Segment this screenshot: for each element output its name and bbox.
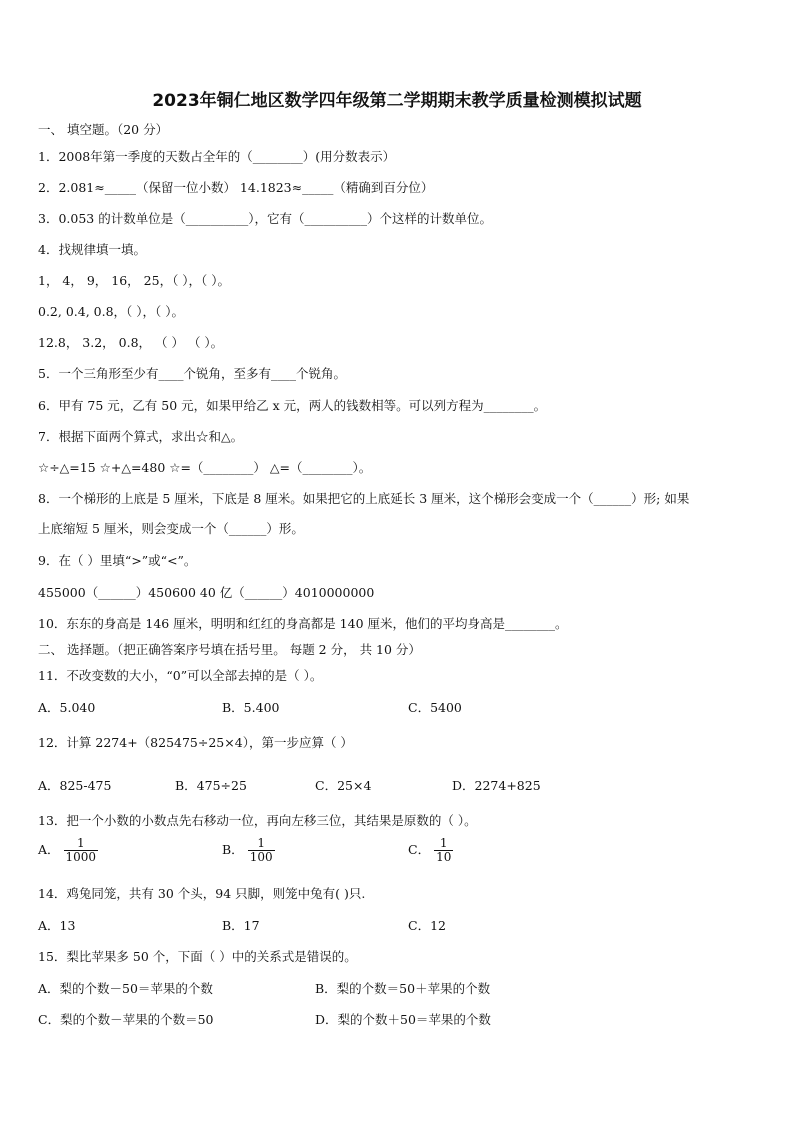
section-heading-fill-blank: 一、 填空题。（20 分）: [38, 122, 169, 137]
q15-option-a: A．梨的个数－50＝苹果的个数: [38, 981, 213, 996]
q13-option-a-label: A．: [38, 842, 60, 858]
q11-option-c: C．5400: [408, 700, 462, 715]
question-2: 2．2.081≈_____（保留一位小数） 14.1823≈_____（精确到百分位）: [38, 180, 434, 195]
q14-option-b: B．17: [222, 918, 260, 933]
q13-option-a-fraction: [64, 837, 99, 864]
question-4: 4．找规律填一填。: [38, 242, 146, 257]
q11-option-b: B．5.400: [222, 700, 280, 715]
q13-option-a: [38, 837, 98, 864]
q15-option-c: C．梨的个数－苹果的个数＝50: [38, 1012, 214, 1027]
question-9-compare: 455000（______）450600 40 亿（______）4010000000: [38, 585, 375, 600]
q13-option-b-fraction: [248, 837, 275, 864]
question-14: 14．鸡兔同笼，共有 30 个头，94 只脚，则笼中兔有( )只.: [38, 886, 366, 901]
fraction-denominator: 10: [436, 850, 452, 865]
page-title: 2023年铜仁地区数学四年级第二学期期末教学质量检测模拟试题: [152, 91, 642, 111]
question-4-sequence-b: 0.2, 0.4, 0.8，（ ），（ ）。: [38, 304, 184, 319]
fraction-denominator: 100: [249, 850, 273, 865]
question-15: 15．梨比苹果多 50 个，下面（ ）中的关系式是错误的。: [38, 949, 357, 964]
fraction-numerator: 1: [76, 836, 85, 850]
q13-option-c-label: C．: [408, 842, 431, 858]
question-6: 6．甲有 75 元，乙有 50 元，如果甲给乙 x 元，两人的钱数相等。可以列方程为________。: [38, 398, 547, 413]
q13-option-b-label: B．: [222, 842, 244, 858]
q12-option-c: C．25×4: [315, 778, 372, 793]
q11-option-a: A．5.040: [38, 700, 96, 715]
question-8-line-1: 8．一个梯形的上底是 5 厘米，下底是 8 厘米。如果把它的上底延长 3 厘米，这个梯形会变成一个（______）形; 如果: [38, 491, 690, 506]
question-1: 1．2008年第一季度的天数占全年的（________）(用分数表示）: [38, 149, 396, 164]
q15-option-b: B．梨的个数＝50＋苹果的个数: [315, 981, 491, 996]
q15-option-d: D．梨的个数＋50＝苹果的个数: [315, 1012, 491, 1027]
q14-option-a: A．13: [38, 918, 76, 933]
q12-option-a: A．825-475: [38, 778, 112, 793]
question-13: 13．把一个小数的小数点先右移动一位，再向左移三位，其结果是原数的（ ）。: [38, 813, 477, 828]
section-heading-multiple-choice: 二、 选择题。（把正确答案序号填在括号里。 每题 2 分， 共 10 分）: [38, 642, 421, 657]
q13-option-b: [222, 837, 275, 864]
q12-option-b: B．475÷25: [175, 778, 247, 793]
question-9: 9．在（ ）里填“>”或“<”。: [38, 553, 197, 568]
fraction-numerator: 1: [439, 836, 448, 850]
question-7: 7．根据下面两个算式，求出☆和△。: [38, 429, 244, 444]
question-10: 10．东东的身高是 146 厘米，明明和红红的身高都是 140 厘米，他们的平均身高是________。: [38, 616, 568, 631]
question-7-equations: ☆÷△=15 ☆+△=480 ☆=（________） △=（________）。: [38, 460, 372, 475]
question-8-line-2: 上底缩短 5 厘米，则会变成一个（______）形。: [38, 521, 304, 536]
q13-option-c-fraction: [434, 837, 453, 864]
q14-option-c: C．12: [408, 918, 446, 933]
question-4-sequence-c: 12.8， 3.2， 0.8， （ ） （ ）。: [38, 335, 224, 350]
question-5: 5．一个三角形至少有____个锐角，至多有____个锐角。: [38, 366, 346, 381]
question-3: 3．0.053 的计数单位是（__________），它有（__________）个这样的计数单位。: [38, 211, 492, 226]
q12-option-d: D．2274+825: [452, 778, 541, 793]
question-11: 11．不改变数的大小，“0”可以全部去掉的是（ ）。: [38, 668, 323, 683]
question-4-sequence-a: 1， 4， 9， 16， 25，（ ），（ ）。: [38, 273, 231, 288]
fraction-numerator: 1: [257, 836, 265, 850]
q13-option-c: [408, 837, 453, 864]
question-12: 12．计算 2274+（825475÷25×4），第一步应算（ ）: [38, 735, 353, 750]
fraction-denominator: 1000: [65, 850, 97, 865]
